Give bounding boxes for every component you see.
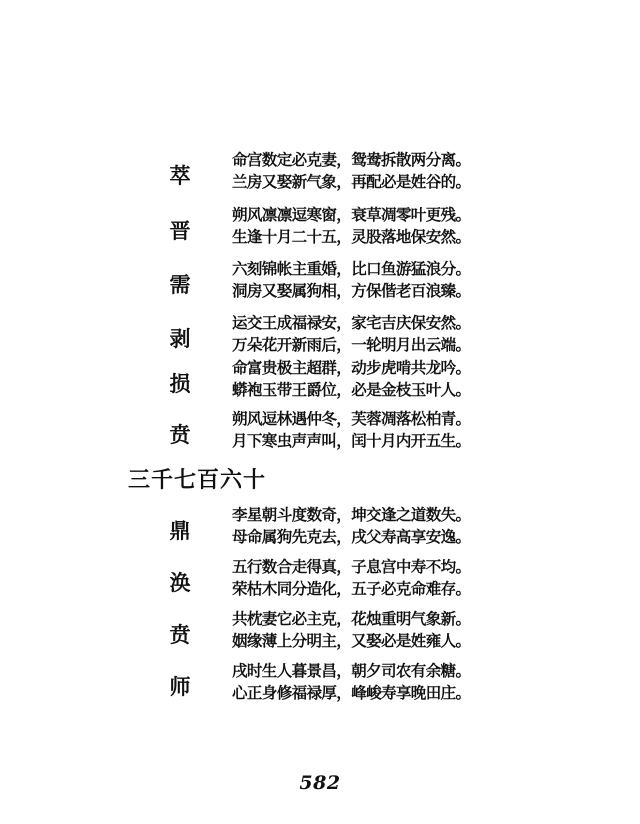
verse-line-2: 万朵花开新雨后，一轮明月出云端。	[232, 335, 471, 354]
hexagram-name: 鼎	[169, 518, 191, 543]
verse-line-2: 兰房又娶新气象，再配必是姓谷的。	[232, 172, 471, 191]
verse-line-2: 荣枯木同分造化，五子必克命难存。	[232, 579, 471, 598]
hexagram-name: 师	[169, 674, 191, 699]
verse-line-1: 共枕妻它必主克，花烛重明气象新。	[232, 609, 471, 628]
verse-line-2: 月下寒虫声声叫，闰十月内开五生。	[232, 431, 471, 450]
verse-entry	[0, 609, 640, 661]
verse-line-1: 五行数合走得真，子息宫中寿不均。	[232, 557, 471, 576]
verse-line-1: 朔风凛凛逗寒窗，衰草凋零叶更残。	[232, 205, 471, 224]
verse-line-1: 朔风逗林遇仲冬，芙蓉凋落松柏青。	[232, 409, 471, 428]
verse-line-2: 心正身修福禄厚，峰峻寿享晚田庄。	[232, 683, 471, 702]
hexagram-name: 涣	[169, 570, 191, 595]
hexagram-name: 晋	[169, 218, 191, 243]
verse-line-1: 命宫数定必克妻，鸳鸯拆散两分离。	[232, 150, 471, 169]
verse-line-1: 戌时生人暮景昌，朝夕司农有余糖。	[232, 661, 471, 680]
hexagram-name: 贲	[169, 422, 191, 447]
verse-line-1: 李星朝斗度数奇，坤交逢之道数失。	[232, 505, 471, 524]
hexagram-name: 萃	[169, 163, 191, 188]
hexagram-name: 损	[169, 371, 191, 396]
verse-line-1: 六刻锦帐主重婚，比口鱼游猛浪分。	[232, 259, 471, 278]
verse-line-2: 母命属狗先克去，戌父寿高享安逸。	[232, 527, 471, 546]
verse-entry	[0, 409, 640, 461]
verse-line-1: 命富贵极主超群，动步虎啃共龙吟。	[232, 358, 471, 377]
verse-entry	[0, 358, 640, 410]
verse-entry	[0, 259, 640, 311]
verse-entry	[0, 150, 640, 202]
hexagram-name: 需	[169, 272, 191, 297]
verse-entry	[0, 557, 640, 609]
verse-line-1: 运交王成福禄安，家宅吉庆保安然。	[232, 313, 471, 332]
page-number: 582	[299, 772, 341, 794]
verse-line-2: 蟒袍玉带王爵位，必是金枝玉叶人。	[232, 380, 471, 399]
verse-line-2: 生逢十月二十五，灵股落地保安然。	[232, 227, 471, 246]
verse-line-2: 洞房又娶属狗相，方保偕老百浪臻。	[232, 281, 471, 300]
section-heading: 三千七百六十	[128, 467, 267, 493]
verse-entry	[0, 205, 640, 257]
verse-entry	[0, 505, 640, 557]
hexagram-name: 剥	[169, 326, 191, 351]
verse-line-2: 姻缘薄上分明主，又娶必是姓雍人。	[232, 631, 471, 650]
hexagram-name: 贲	[169, 622, 191, 647]
verse-entry	[0, 661, 640, 713]
